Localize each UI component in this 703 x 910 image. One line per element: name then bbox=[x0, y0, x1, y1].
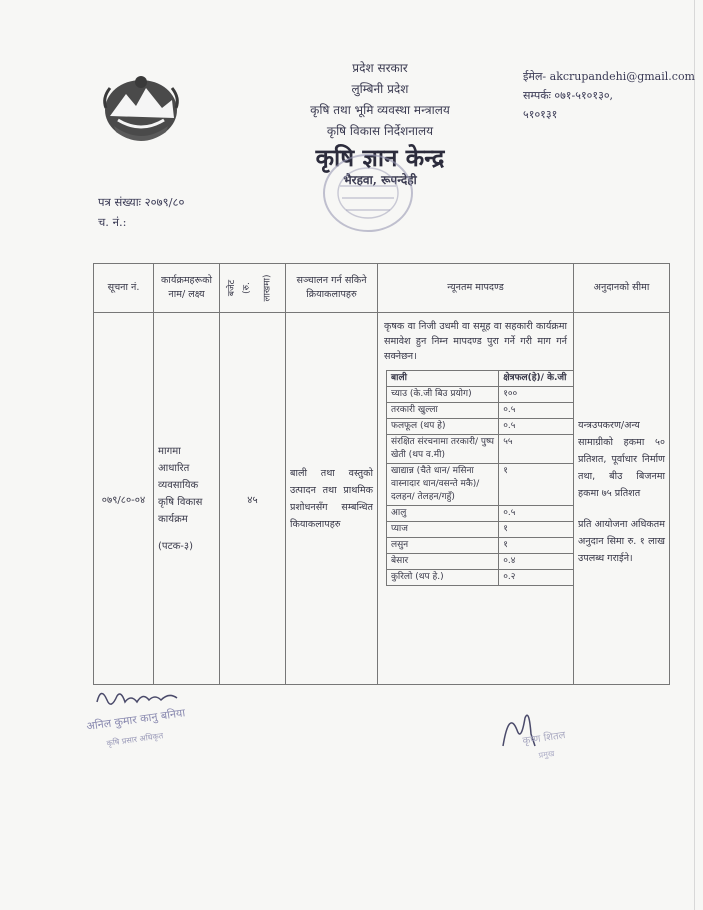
criteria-row bbox=[387, 570, 574, 586]
cell-program bbox=[154, 313, 220, 685]
scan-edge bbox=[694, 0, 695, 910]
header-budget bbox=[220, 264, 286, 313]
criteria-area: १ bbox=[499, 464, 574, 506]
cell-activities: बाली तथा वस्तुको उत्पादन तथा प्राथमिक प्रशोधनसँग सम्बन्धित कियाकलापहरु bbox=[286, 313, 378, 685]
criteria-area: ०.५ bbox=[499, 419, 574, 435]
header-budget-a: बजेट bbox=[227, 279, 238, 297]
criteria-row bbox=[387, 506, 574, 522]
criteria-row bbox=[387, 403, 574, 419]
criteria-area: ०.५ bbox=[499, 506, 574, 522]
cell-grant-limit bbox=[574, 313, 670, 685]
signature-right-title: प्रमुख bbox=[538, 748, 556, 760]
header-line-province: लुम्बिनी प्रदेश bbox=[351, 82, 409, 96]
signature-right bbox=[495, 700, 605, 770]
header-grant-limit: अनुदानको सीमा bbox=[574, 264, 670, 313]
header-line-ministry: कृषि तथा भूमि व्यवस्था मन्त्रालय bbox=[310, 103, 450, 117]
criteria-crop: कुरिलो (थप हे.) bbox=[387, 570, 499, 586]
criteria-crop: तरकारी खुल्ला bbox=[387, 403, 499, 419]
signature-left bbox=[85, 680, 235, 750]
program-table bbox=[93, 263, 670, 685]
office-name: कृषि ज्ञान केन्द्र bbox=[315, 143, 445, 172]
email-text: ईमेल- akcrupandehi@gmail.com bbox=[523, 70, 695, 83]
criteria-crop: संरक्षित संरचनामा तरकारी/ पुष्प खेती (थप व.मी) bbox=[387, 435, 499, 464]
criteria-intro: कृषक वा निजी उधमी वा समूह वा सहकारी कार्यक्रमा समावेश हुन निम्न मापदण्ड पुरा गर्ने गरी माग गर्न सक्नेछन। bbox=[384, 321, 567, 362]
criteria-header-crop: बाली bbox=[387, 371, 499, 387]
table-header-row bbox=[94, 264, 670, 313]
criteria-area: १ bbox=[499, 522, 574, 538]
signature-left-name: अनिल कुमार कानु बनिया bbox=[85, 706, 186, 733]
grant-text-2: प्रति आयोजना अधिकतम अनुदान सिमा रु. १ लाख उपलब्ध गराईने। bbox=[578, 518, 665, 564]
contact-info bbox=[523, 67, 695, 124]
signature-left-title: कृषि प्रसार अधिकृत bbox=[106, 731, 164, 748]
office-stamp-icon bbox=[318, 148, 418, 238]
criteria-table bbox=[386, 370, 574, 586]
criteria-row bbox=[387, 387, 574, 403]
criteria-crop: लसुन bbox=[387, 538, 499, 554]
criteria-area: १ bbox=[499, 538, 574, 554]
criteria-crop: प्याज bbox=[387, 522, 499, 538]
signature-right-name: कृष्ण शितल bbox=[521, 730, 567, 747]
phone-text-2: ५१०१३१ bbox=[523, 108, 558, 121]
dispatch-number: च. नं.: bbox=[98, 215, 127, 229]
criteria-header-row bbox=[387, 371, 574, 387]
criteria-area: ०.४ bbox=[499, 554, 574, 570]
criteria-row bbox=[387, 554, 574, 570]
criteria-row bbox=[387, 435, 574, 464]
header-activities: सञ्चालन गर्न सकिने क्रियाकलापहरु bbox=[286, 264, 378, 313]
letter-number: पत्र संख्याः २०७९/८० bbox=[98, 195, 185, 209]
criteria-row bbox=[387, 464, 574, 506]
cell-budget: ४५ bbox=[220, 313, 286, 685]
header-program: कार्यक्रमहरूको नाम/ लक्ष्य bbox=[154, 264, 220, 313]
criteria-area: ५५ bbox=[499, 435, 574, 464]
grant-text-1: यन्त्रउपकरण/अन्य सामाग्रीको हकमा ५० प्रतिशत, पूर्वाधार निर्माण तथा, बीउ बिजनमा हकमा ७५ प्रतिशत bbox=[578, 419, 665, 499]
reference-block bbox=[98, 192, 184, 232]
cell-criteria bbox=[378, 313, 574, 685]
criteria-crop: खाद्यान्न (चैते धान/ मसिना वास्नादार धान/वसन्ते मकै)/ दलहन/ तेलहन/गहुँ) bbox=[387, 464, 499, 506]
header-budget-b: (रु. bbox=[242, 282, 253, 294]
criteria-crop: बेसार bbox=[387, 554, 499, 570]
criteria-crop: फलफूल (थप हे) bbox=[387, 419, 499, 435]
header-line-province-government: प्रदेश सरकार bbox=[352, 61, 408, 75]
phone-text-1: सम्पर्कः ०७१-५१०१३०, bbox=[523, 89, 614, 102]
criteria-row bbox=[387, 522, 574, 538]
header-line-directorate: कृषि विकास निर्देशनालय bbox=[326, 124, 434, 138]
criteria-row bbox=[387, 419, 574, 435]
criteria-area: ०.५ bbox=[499, 403, 574, 419]
program-name: मागमा आधारित व्यवसायिक कृषि विकास कार्यक्रम bbox=[158, 445, 203, 525]
nepal-emblem-icon bbox=[100, 68, 182, 144]
program-phase: (पटक-३) bbox=[158, 540, 194, 552]
criteria-crop: च्याउ (के.जी बिउ प्रयोग) bbox=[387, 387, 499, 403]
criteria-row bbox=[387, 538, 574, 554]
office-location: भैरहवा, रूपन्देही bbox=[343, 173, 417, 187]
criteria-area: ०.२ bbox=[499, 570, 574, 586]
cell-notice-no: ०७९/८०-०४ bbox=[94, 313, 154, 685]
header-notice-no: सूचना नं. bbox=[94, 264, 154, 313]
criteria-area: १०० bbox=[499, 387, 574, 403]
criteria-crop: आलु bbox=[387, 506, 499, 522]
header-criteria: न्यूनतम मापदण्ड bbox=[378, 264, 574, 313]
header-budget-c: लाखमा) bbox=[262, 274, 273, 302]
table-row bbox=[94, 313, 670, 685]
criteria-header-area: क्षेत्रफल(हे)/ के.जी bbox=[499, 371, 574, 387]
